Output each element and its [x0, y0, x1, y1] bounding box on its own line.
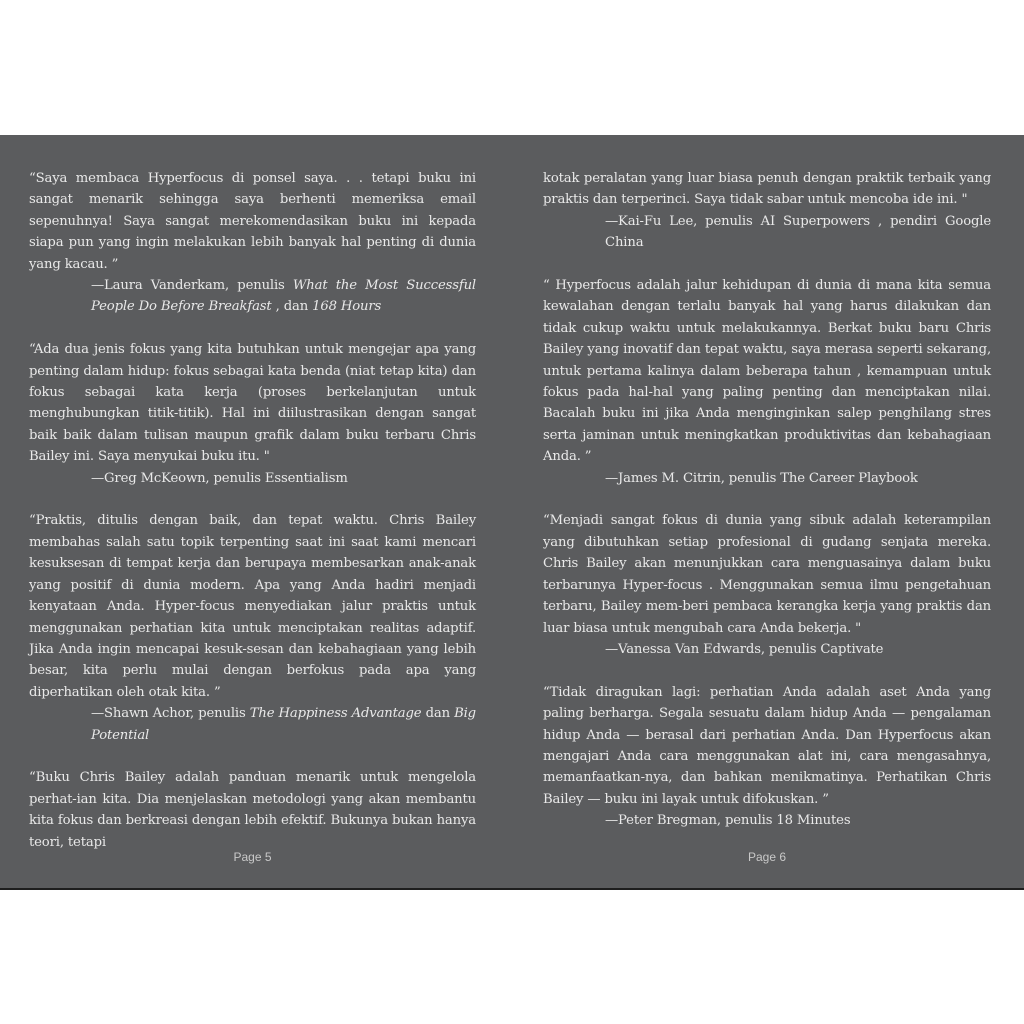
- quote-attribution: —Peter Bregman, penulis 18 Minutes: [605, 813, 851, 829]
- quote-attribution: —Vanessa Van Edwards, penulis Captivate: [605, 641, 884, 657]
- page-content: [543, 168, 991, 853]
- page-right[interactable]: [543, 135, 991, 888]
- quote-attribution: [91, 275, 476, 318]
- attribution-author: —Laura Vanderkam, penulis: [91, 278, 293, 294]
- page-number: Page 5: [233, 850, 272, 864]
- quote-attribution: [91, 703, 476, 746]
- attribution-author: —Shawn Achor, penulis: [91, 706, 250, 722]
- quote-attribution: —Kai-Fu Lee, penulis AI Superpowers , pendiri Google China: [605, 213, 991, 251]
- quote-text: “ Hyperfocus adalah jalur kehidupan di dunia di mana kita semua kewalahan dengan terlalu banyak hal yang harus dilakukan dan tidak cukup waktu untuk melakukannya. Berkat buku baru Chris Bailey yang inovatif dan tepat waktu, saya merasa seperti sekarang, untuk pertama kalinya dalam beberapa tahun , kemampuan untuk fokus pada hal-hal yang paling penting dan menciptakan nilai. Bacalah buku ini jika Anda menginginkan salep penghilang stres serta jaminan untuk meningkatkan produktivitas dan kebahagiaan Anda. ”: [543, 278, 991, 465]
- page-number: Page 6: [747, 850, 787, 864]
- quote-text: kotak peralatan yang luar biasa penuh dengan praktik terbaik yang praktis dan terperinci. Saya tidak sabar untuk mencoba ide ini. ": [543, 171, 991, 208]
- quote-text: “Ada dua jenis fokus yang kita butuhkan untuk mengejar apa yang penting dalam hidup: fokus sebagai kata benda (niat tetap kita) dan fokus sebagai kata kerja (proses berkelanjutan untuk menghubungkan titik-titik). Hal ini diilustrasikan dengan sangat baik baik dalam tulisan maupun grafik dalam buku terbaru Chris Bailey ini. Saya menyukai buku itu. ": [29, 342, 476, 465]
- quote-text: “Buku Chris Bailey adalah panduan menarik untuk mengelola perhat-ian kita. Dia menjelaskan metodologi yang akan membantu kita fokus dan berkreasi dengan lebih efektif. Bukunya bukan hanya teori, tetapi: [29, 770, 476, 850]
- praise-quote-block: [29, 339, 476, 489]
- attribution-connector: , dan: [271, 299, 313, 315]
- quote-text: “Saya membaca Hyperfocus di ponsel saya. . . tetapi buku ini sangat menarik sehingga saya berhenti memeriksa email sepenuhnya! Saya sangat merekomendasikan buku ini kepada siapa pun yang ingin melakukan lebih banyak hal penting di dunia yang kacau. ”: [29, 171, 476, 272]
- praise-quote-block: [29, 168, 476, 318]
- quote-attribution: —James M. Citrin, penulis The Career Playbook: [605, 470, 918, 486]
- quote-attribution: —Greg McKeown, penulis Essentialism: [91, 470, 348, 486]
- attribution-book-title: 168 Hours: [312, 299, 382, 315]
- quote-text: “Praktis, ditulis dengan baik, dan tepat waktu. Chris Bailey membahas salah satu topik terpenting saat ini saat kami mencari kesuksesan di tempat kerja dan berupaya membesarkan anak-anak yang positif di dunia modern. Apa yang Anda hadiri menjadi kenyataan Anda. Hyper-focus menyediakan jalur praktis untuk menggunakan perhatian kita untuk menciptakan realitas adaptif. Jika Anda ingin mencapai kesuk-sesan dan kebahagiaan yang lebih besar, kita perlu mulai dengan berfokus pada apa yang diperhatikan oleh otak kita. ”: [29, 513, 476, 700]
- praise-quote-block: [543, 275, 991, 489]
- attribution-connector: dan: [421, 706, 455, 722]
- attribution-book-title: Big Potential: [91, 706, 476, 743]
- attribution-book-title: The Happiness Advantage: [249, 706, 422, 722]
- praise-quote-block: [29, 767, 476, 853]
- quote-text: “Menjadi sangat fokus di dunia yang sibuk adalah keterampilan yang dibutuhkan setiap profesional di gudang senjata mereka. Chris Bailey akan menunjukkan cara menguasainya dalam buku terbarunya Hyper-focus . Menggunakan semua ilmu pengetahuan terbaru, Bailey mem-beri pembaca kerangka kerja yang praktis dan luar biasa untuk mengubah cara Anda bekerja. ": [543, 513, 991, 636]
- praise-quote-block: [543, 510, 991, 660]
- praise-quote-block: [29, 510, 476, 745]
- page-content: [29, 168, 476, 874]
- praise-quote-block: [543, 168, 991, 254]
- book-reader-spread: [0, 135, 1024, 890]
- praise-quote-block: [543, 682, 991, 832]
- page-left[interactable]: [29, 135, 476, 888]
- attribution-book-title: What the Most Successful People Do Before Breakfast: [91, 278, 476, 315]
- quote-text: “Tidak diragukan lagi: perhatian Anda adalah aset Anda yang paling berharga. Segala sesuatu dalam hidup Anda — pengalaman hidup Anda — berasal dari perhatian Anda. Dan Hyperfocus akan mengajari Anda cara menggunakan alat ini, cara mengasahnya, memanfaatkan-nya, dan bahkan menikmatinya. Perhatikan Chris Bailey — buku ini layak untuk difokuskan. ”: [543, 684, 991, 807]
